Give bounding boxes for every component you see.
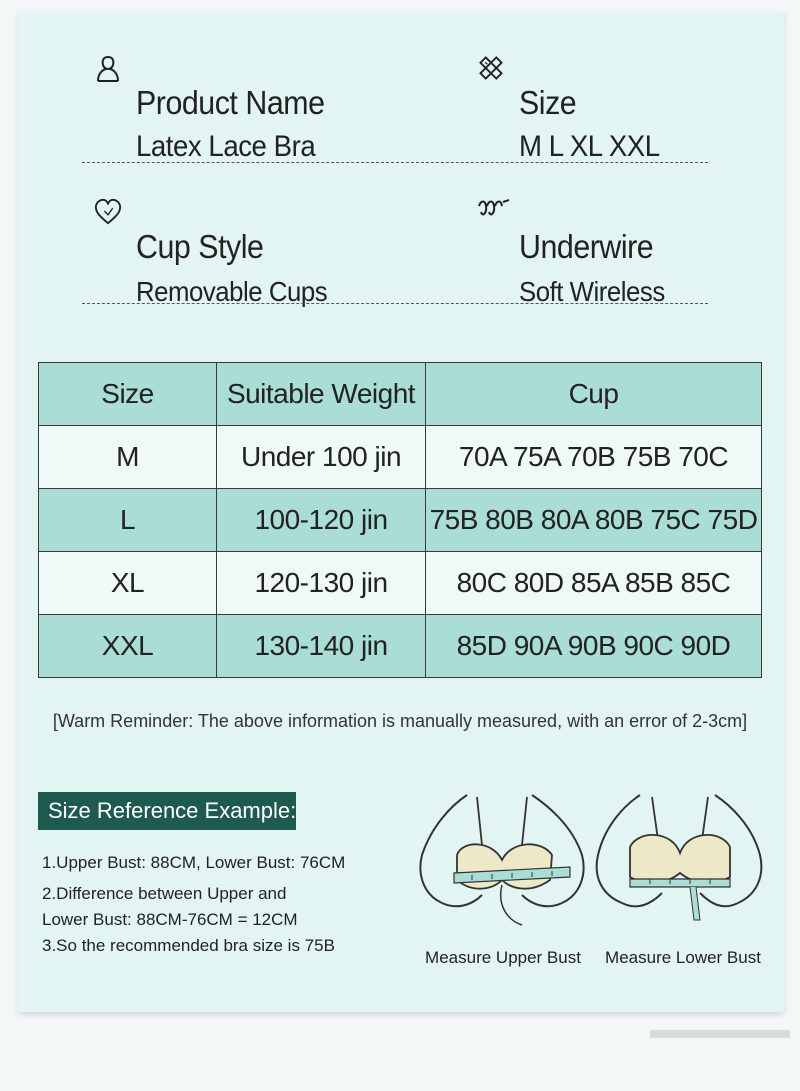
cup-cell: 85D 90A 90B 90C 90D: [426, 615, 762, 678]
upper-bust-illustration: [412, 785, 592, 935]
underwire-value: Soft Wireless: [519, 276, 665, 307]
cup-style-value: Removable Cups: [136, 276, 328, 307]
size-value: M L XL XXL: [519, 130, 660, 163]
person-icon: [94, 54, 122, 82]
reference-step: 1.Upper Bust: 88CM, Lower Bust: 76CM: [42, 853, 346, 872]
product-name-value: Latex Lace Bra: [136, 130, 316, 163]
cup-cell: 75B 80B 80A 80B 75C 75D: [426, 489, 762, 552]
column-header-cup: Cup: [426, 363, 762, 426]
reference-step: Lower Bust: 88CM-76CM = 12CM: [42, 910, 298, 929]
size-cell: XXL: [39, 615, 217, 678]
weight-cell: 100-120 jin: [217, 489, 426, 552]
cup-cell: 70A 75A 70B 75B 70C: [426, 426, 762, 489]
size-reference-heading: Size Reference Example:: [38, 792, 296, 830]
lower-bust-illustration: [590, 785, 770, 935]
table-header-row: [39, 363, 762, 426]
weight-cell: Under 100 jin: [217, 426, 426, 489]
ruler-pencil-icon: [477, 54, 505, 82]
column-header-weight: Suitable Weight: [217, 363, 426, 426]
weight-cell: 130-140 jin: [217, 615, 426, 678]
size-cell: L: [39, 489, 217, 552]
reference-step: 2.Difference between Upper and: [42, 884, 287, 903]
weight-cell: 120-130 jin: [217, 552, 426, 615]
size-cell: XL: [39, 552, 217, 615]
warm-reminder-text: [Warm Reminder: The above information is manually measured, with an error of 2-3cm]: [52, 711, 748, 731]
table-row: [39, 552, 762, 615]
cup-style-label: Cup Style: [136, 228, 264, 265]
underwire-label: Underwire: [519, 228, 654, 265]
upper-bust-caption: Measure Upper Bust: [425, 948, 581, 967]
heart-icon: [94, 198, 122, 226]
size-label: Size: [519, 84, 577, 121]
size-chart-table: [38, 362, 762, 678]
divider-line: [82, 162, 708, 163]
reference-step: 3.So the recommended bra size is 75B: [42, 936, 335, 955]
divider-line: [82, 303, 708, 304]
cup-cell: 80C 80D 85A 85B 85C: [426, 552, 762, 615]
product-name-label: Product Name: [136, 84, 325, 121]
size-cell: M: [39, 426, 217, 489]
wire-icon: [477, 198, 511, 226]
column-header-size: Size: [39, 363, 217, 426]
lower-bust-caption: Measure Lower Bust: [605, 948, 761, 967]
table-row: [39, 615, 762, 678]
table-row: [39, 426, 762, 489]
bottom-shadow-bar: [650, 1030, 790, 1038]
table-row: [39, 489, 762, 552]
